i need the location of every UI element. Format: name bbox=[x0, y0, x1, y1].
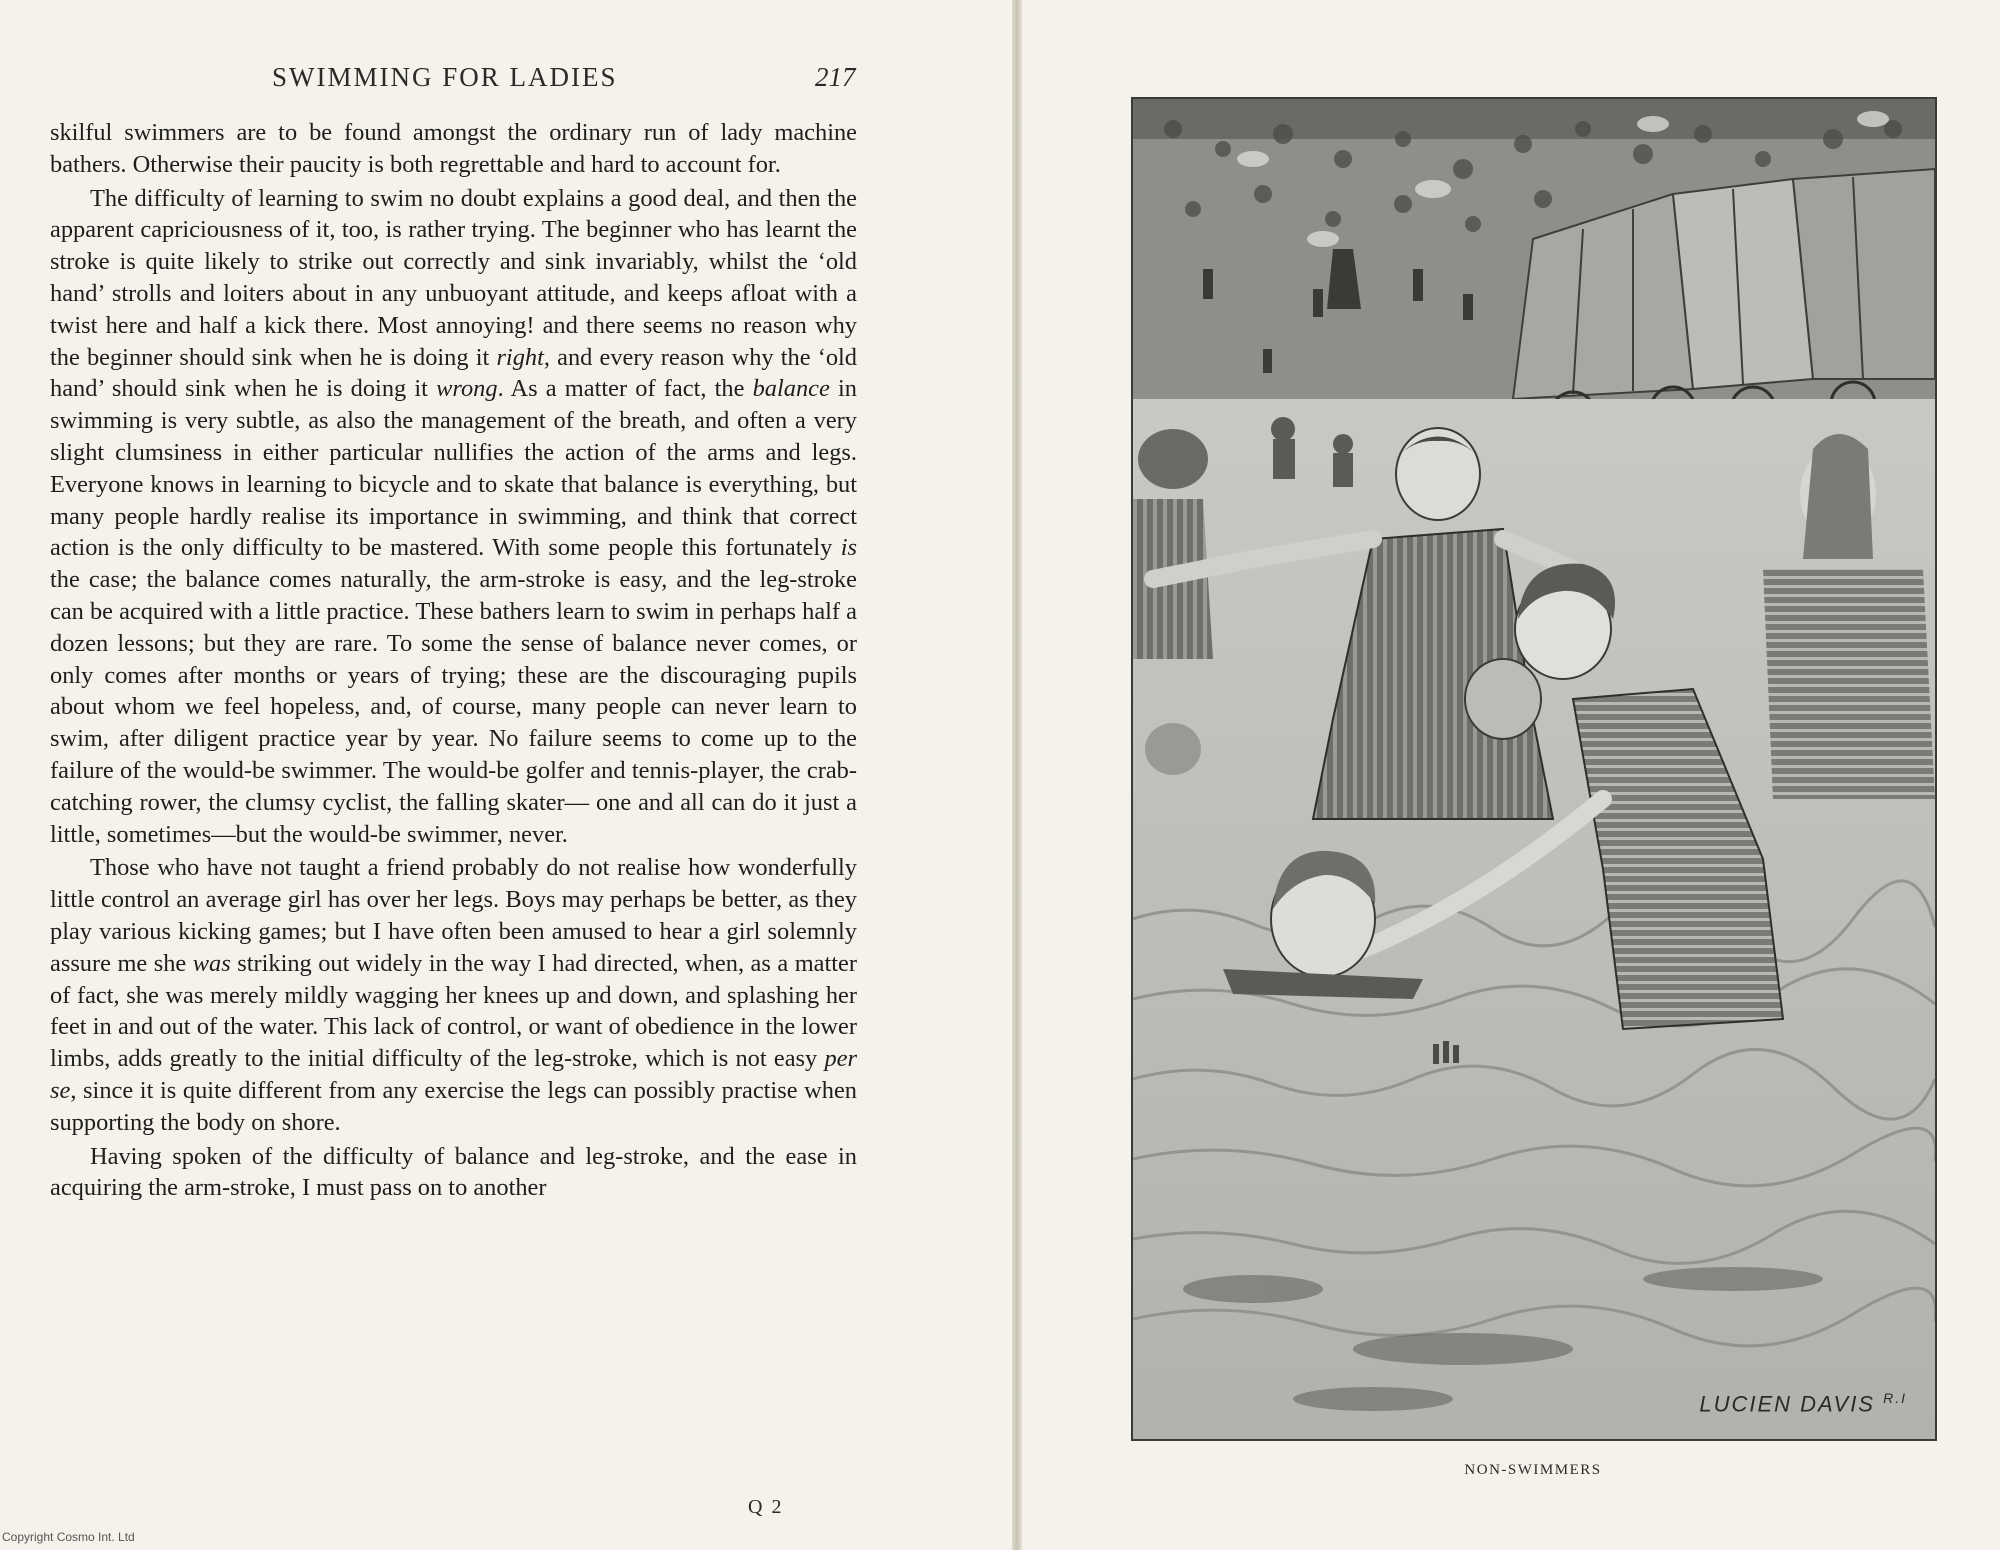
italic-run: right bbox=[496, 343, 544, 371]
italic-run: balance bbox=[752, 375, 830, 403]
italic-run: per se bbox=[50, 1045, 857, 1104]
paragraph bbox=[50, 117, 857, 181]
text-run: skilful swimmers are to be found amongst the ordinary run of lady machine bathers. Otherwise their paucity is both regrettable and hard to account for. bbox=[50, 119, 857, 178]
bathers-illustration bbox=[1133, 99, 1935, 1439]
article-body bbox=[50, 117, 857, 1204]
italic-run: wrong bbox=[436, 375, 498, 403]
plate-caption: NON-SWIMMERS bbox=[1464, 1462, 1602, 1478]
text-run: in swimming is very subtle, as also the management of the breath, and often a very slight clumsiness in either particular nullifies the action of the arms and legs. Everyone knows in learning to bicycle and to skate that balance is everything, but many people hardly realise its importance in swimming, and think that correct action is the only difficulty to be mastered. With some people this fortunately bbox=[50, 375, 857, 562]
paragraph bbox=[50, 183, 857, 851]
text-run: the case; the balance comes naturally, the arm-stroke is easy, and the leg-stroke can be acquired with a little practice. These bathers learn to swim in perhaps half a dozen lessons; but they are rare. To some the sense of balance never comes, or only comes after months or years of trying; these are the discouraging pupils about whom we feel hopeless, and, of course, many people can never learn to swim, after diligent practice year by year. No failure seems to come up to the failure of the would-be swimmer. The would-be golfer and tennis-player, the crab-catching rower, the clumsy cyclist, the falling skater— one and all can do it just a little, sometimes—but the would-be swimmer, never. bbox=[50, 566, 857, 848]
running-head: SWIMMING FOR LADIES bbox=[272, 62, 618, 92]
copyright-notice: Copyright Cosmo Int. Ltd bbox=[2, 1530, 135, 1544]
illustration-plate bbox=[1131, 97, 1937, 1441]
signature-mark: Q 2 bbox=[748, 1496, 784, 1518]
book-gutter bbox=[1012, 0, 1022, 1550]
artist-signature bbox=[1699, 1390, 1907, 1417]
right-page bbox=[1022, 0, 2000, 1550]
text-run: Those who have not taught a friend probably do not realise how wonderfully little control an average girl has over her legs. Boys may perhaps be better, as they play various kicking games; but I have often been amused to hear a girl solemnly assure me she bbox=[50, 854, 857, 977]
italic-run: is bbox=[840, 534, 857, 562]
text-run: Having spoken of the difficulty of balance and leg-stroke, and the ease in acquiring the arm-stroke, I must pass on to another bbox=[50, 1142, 857, 1202]
text-run: , and every reason why the ‘old hand’ should sink when he is doing it bbox=[50, 343, 858, 403]
paragraph bbox=[50, 852, 857, 1138]
text-run: . As a matter of fact, the bbox=[497, 375, 753, 403]
italic-run: was bbox=[192, 949, 231, 977]
text-run: striking out widely in the way I had directed, when, as a matter of fact, she was merely mildly wagging her knees up and down, and splashing her feet in and out of the water. This lack of control, or want of obedience in the lower limbs, adds greatly to the initial difficulty of the leg-stroke, which is not easy bbox=[50, 949, 857, 1073]
text-run: , since it is quite different from any exercise the legs can possibly practise when supporting the body on shore. bbox=[50, 1076, 857, 1136]
page-number: 217 bbox=[815, 62, 856, 92]
text-run: The difficulty of learning to swim no doubt explains a good deal, and then the apparent capriciousness of it, too, is rather trying. The beginner who has learnt the stroke is quite likely to strike out correctly and sink invariably, whilst the ‘old hand’ strolls and loiters about in any unbuoyant attitude, and keeps afloat with a twist here and half a kick there. Most annoying! and there seems no reason why the beginner should sink when he is doing it bbox=[50, 184, 857, 371]
paragraph bbox=[50, 1141, 857, 1205]
artist-signature-suffix: R.I bbox=[1883, 1389, 1907, 1406]
artist-signature-name: LUCIEN DAVIS bbox=[1699, 1391, 1875, 1416]
